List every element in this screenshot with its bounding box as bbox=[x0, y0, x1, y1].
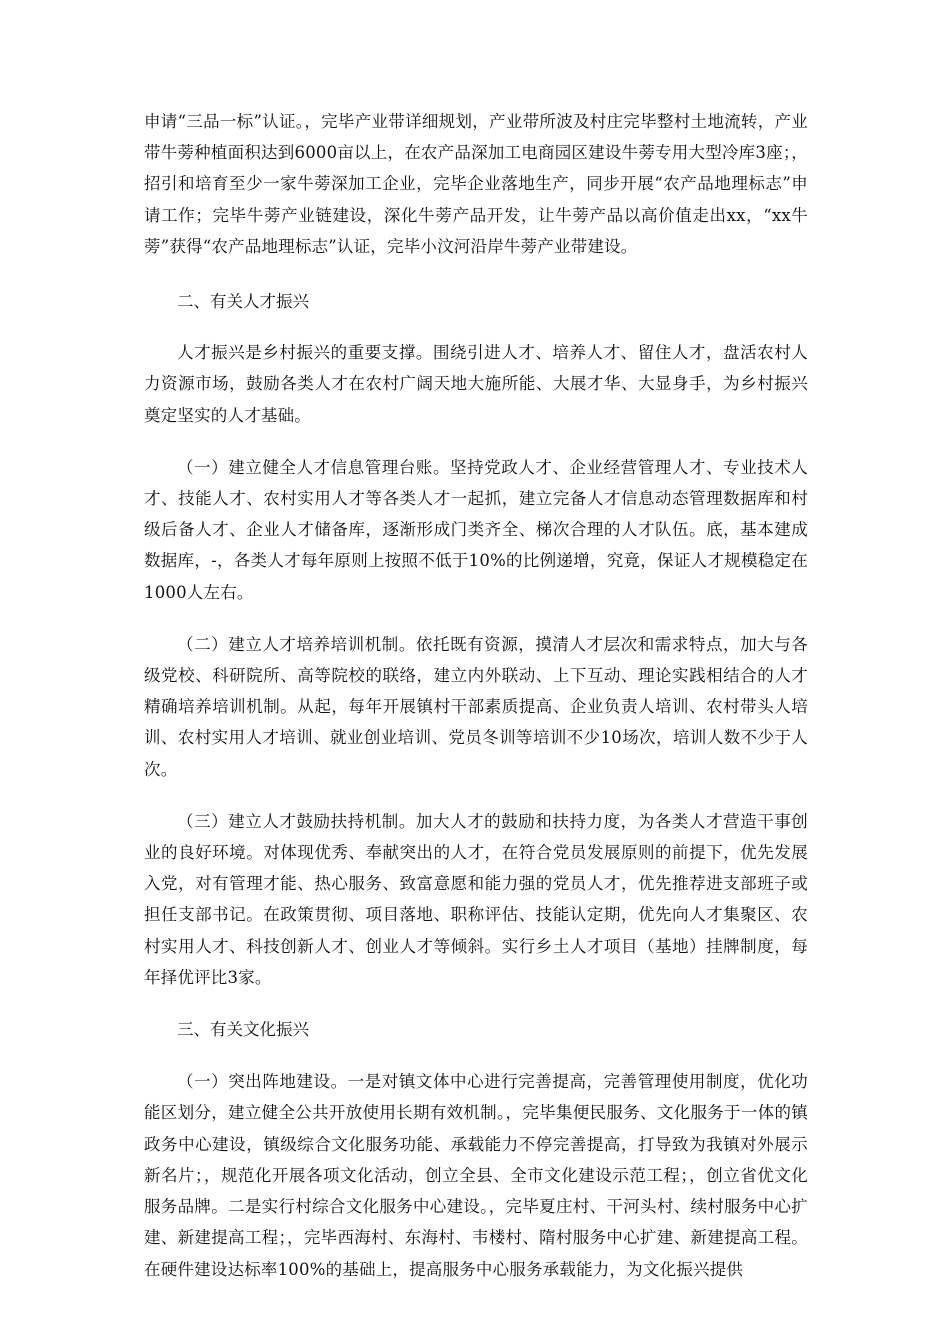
paragraph-talent-ledger: （一）建立健全人才信息管理台账。坚持党政人才、企业经营管理人才、专业技术人才、技能人才、农村实用人才等各类人才一起抓，建立完备人才信息动态管理数据库和村级后备人才、企业人才储备库，逐渐形成门类齐全、梯次合理的人才队伍。底，基本建成数据库，-，各类人才每年原则上按照不低于10%的比例递增，究竟，保证人才规模稳定在1000人左右。 bbox=[144, 457, 808, 602]
section-heading-talent: 二、有关人才振兴 bbox=[177, 292, 309, 312]
paragraph-talent-training: （二）建立人才培养培训机制。依托既有资源，摸清人才层次和需求特点，加大与各级党校、科研院所、高等院校的联络，建立内外联动、上下互动、理论实践相结合的人才精确培养培训机制。从起，每年开展镇村干部素质提高、企业负责人培训、农村带头人培训、农村实用人才培训、就业创业培训、党员冬训等培训不少10场次，培训人数不少于人次。 bbox=[144, 634, 808, 779]
paragraph-talent-incentive: （三）建立人才鼓励扶持机制。加大人才的鼓励和扶持力度，为各类人才营造干事创业的良好环境。对体现优秀、奉献突出的人才，在符合党员发展原则的前提下，优先发展入党，对有管理才能、热心服务、致富意愿和能力强的党员人才，优先推荐进支部班子或担任支部书记。在政策贯彻、项目落地、职称评估、技能认定期，优先向人才集聚区、农村实用人才、科技创新人才、创业人才等倾斜。实行乡土人才项目（基地）挂牌制度，每年择优评比3家。 bbox=[144, 811, 808, 987]
paragraph-talent-intro: 人才振兴是乡村振兴的重要支撑。围绕引进人才、培养人才、留住人才，盘活农村人力资源市场，鼓励各类人才在农村广阔天地大施所能、大展才华、大显身手，为乡村振兴奠定坚实的人才基础。 bbox=[144, 343, 808, 425]
document-body bbox=[144, 106, 808, 1285]
paragraph-continuation: 申请“三品一标”认证。，完毕产业带详细规划，产业带所波及村庄完毕整村土地流转，产业带牛蒡种植面积达到6000亩以上，在农产品深加工电商园区建设牛蒡专用大型冷库3座；，招引和培育至少一家牛蒡深加工企业，完毕企业落地生产，同步开展“农产品地理标志”申请工作；完毕牛蒡产业链建设，深化牛蒡产品开发，让牛蒡产品以高价值走出xx，“xx牛蒡”获得“农产品地理标志”认证，完毕小汶河沿岸牛蒡产业带建设。 bbox=[144, 112, 808, 256]
paragraph-culture-venues: （一）突出阵地建设。一是对镇文体中心进行完善提高，完善管理使用制度，优化功能区划分，建立健全公共开放使用长期有效机制。，完毕集便民服务、文化服务于一体的镇政务中心建设，镇级综合文化服务功能、承载能力不停完善提高，打导致为我镇对外展示新名片；，规范化开展各项文化活动，创立全县、全市文化建设示范工程；，创立省优文化服务品牌。二是实行村综合文化服务中心建设。，完毕夏庄村、干河头村、续村服务中心扩建、新建提高工程；，完毕西海村、东海村、韦楼村、隋村服务中心扩建、新建提高工程。在硬件建设达标率100%的基础上，提高服务中心服务承载能力，为文化振兴提供 bbox=[144, 1072, 808, 1279]
section-heading-culture: 三、有关文化振兴 bbox=[177, 1020, 309, 1040]
